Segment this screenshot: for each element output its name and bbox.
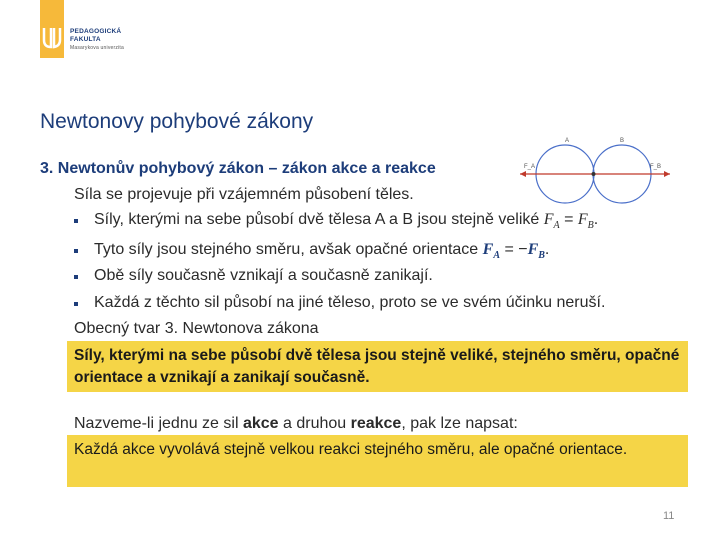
logo-line-2: FAKULTA [70,36,101,43]
contact-point [592,172,596,176]
bullet-marker [74,249,78,253]
label-force-a: F_A [524,164,536,170]
bullet-marker [74,275,78,279]
law-statement-box: Síly, kterými na sebe působí dvě tělesa jsou stejně veliké, stejného směru, opačné orientace a vznikají a zanikají současně. [67,341,688,392]
intro-line: Síla se projevuje při vzájemném působení těles. [74,186,414,203]
force-arrow-right [664,171,670,177]
faculty-logo-icon [41,26,63,50]
bullet-text: Každá z těchto sil působí na jiné těleso, proto se ve svém účinku neruší. [94,294,606,311]
faculty-logo-text [70,28,124,52]
section-heading [40,160,436,178]
logo-line-3: Masarykova univerzita [70,45,124,51]
logo-line-1: PEDAGOGICKÁ [70,28,122,35]
page-number: 11 [663,510,675,522]
label-b: B [620,138,625,144]
label-a: A [565,138,570,144]
bullet-text: Síly, kterými na sebe působí dvě tělesa A a B jsou stejně veliké $F_A = F_B$. [94,211,599,232]
naming-line: Nazveme-li jednu ze sil akce a druhou reakce, pak lze napsat: [74,415,518,432]
general-form-line: Obecný tvar 3. Newtonova zákona [74,320,319,337]
label-force-b: F_B [650,164,662,170]
section-heading-text: Newtonův pohybový zákon – zákon akce a reakce [57,160,436,177]
reaction-term: reakce [350,415,402,432]
section-number: 3. [40,160,54,177]
formula-equal-magnitude: $F_A = F_B$. [543,211,599,232]
page-title: Newtonovy pohybové zákony [40,110,314,133]
action-reaction-diagram [512,133,678,215]
bullet-marker [74,219,78,223]
bullet-text: Tyto síly jsou stejného směru, avšak opačné orientace $F_A = -F_B$. [94,241,550,262]
action-reaction-box: Každá akce vyvolává stejně velkou reakci stejného směru, ale opačné orientace. [67,435,688,487]
bullet-text: Obě síly současně vznikají a současně zanikají. [94,267,433,284]
bullet-marker [74,302,78,306]
force-arrow-left [520,171,526,177]
formula-opposite-vectors: $F_A = -F_B$. [482,241,550,262]
action-term: akce [242,415,279,432]
